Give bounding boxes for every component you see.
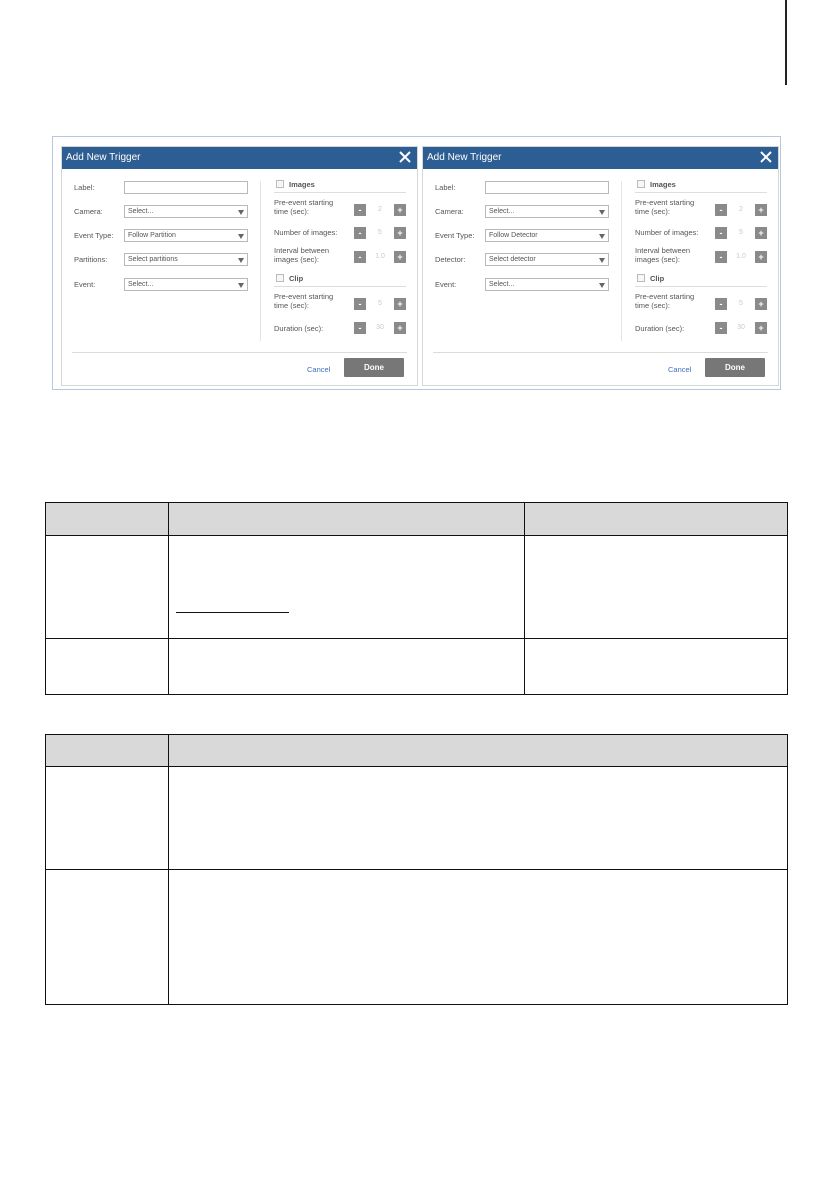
- dialog-title: Add New Trigger: [66, 152, 141, 163]
- table-header-row: [46, 503, 787, 536]
- table-two: [45, 734, 788, 1005]
- stepper-value: 5: [739, 229, 743, 236]
- clip-section-title: Clip: [289, 274, 304, 283]
- stepper-value: 30: [376, 324, 384, 331]
- chevron-down-icon: [238, 210, 244, 215]
- row-divider: [46, 638, 787, 639]
- images-pre-event-label: Pre-event starting time (sec):: [635, 198, 695, 216]
- increment-button[interactable]: +: [394, 322, 406, 334]
- done-button[interactable]: Done: [705, 358, 765, 377]
- partitions-select[interactable]: [124, 253, 248, 266]
- decrement-button[interactable]: -: [354, 251, 366, 263]
- partitions-field-label: Partitions:: [74, 255, 108, 264]
- decrement-button[interactable]: -: [715, 227, 727, 239]
- increment-button[interactable]: +: [755, 251, 767, 263]
- event-field-label: Event:: [74, 280, 96, 289]
- camera-select-value: Select...: [128, 208, 154, 215]
- add-trigger-dialog-partition: [61, 146, 418, 386]
- event-select[interactable]: [485, 278, 609, 291]
- camera-select[interactable]: [124, 205, 248, 218]
- images-checkbox[interactable]: [276, 180, 284, 188]
- stepper-value: 5: [378, 300, 382, 307]
- images-pre-event-stepper: [354, 204, 406, 216]
- increment-button[interactable]: +: [394, 251, 406, 263]
- partitions-select-value: Select partitions: [128, 256, 178, 263]
- decrement-button[interactable]: -: [354, 227, 366, 239]
- number-of-images-label: Number of images:: [274, 228, 338, 237]
- decrement-button[interactable]: -: [715, 251, 727, 263]
- add-trigger-dialog-detector: [422, 146, 779, 386]
- clip-section-title: Clip: [650, 274, 665, 283]
- stepper-value: 5: [739, 300, 743, 307]
- chevron-down-icon: [599, 283, 605, 288]
- images-section-title: Images: [289, 180, 315, 189]
- interval-label: Interval between images (sec):: [274, 246, 330, 264]
- event-type-field-label: Event Type:: [74, 231, 114, 240]
- increment-button[interactable]: +: [755, 322, 767, 334]
- chevron-down-icon: [238, 283, 244, 288]
- clip-pre-event-stepper: [354, 298, 406, 310]
- chevron-down-icon: [238, 234, 244, 239]
- event-type-select-value: Follow Detector: [489, 232, 538, 239]
- close-icon[interactable]: [759, 149, 773, 165]
- interval-stepper: [354, 251, 406, 263]
- camera-select-value: Select...: [489, 208, 515, 215]
- detector-field-label: Detector:: [435, 255, 466, 264]
- duration-stepper: [354, 322, 406, 334]
- page-edge-rule: [785, 0, 787, 85]
- number-of-images-label: Number of images:: [635, 228, 699, 237]
- clip-checkbox[interactable]: [276, 274, 284, 282]
- chevron-down-icon: [599, 258, 605, 263]
- column-divider: [621, 181, 622, 341]
- clip-pre-event-label: Pre-event starting time (sec):: [274, 292, 334, 310]
- column-divider: [524, 503, 525, 694]
- cancel-button[interactable]: Cancel: [307, 365, 331, 374]
- duration-label: Duration (sec):: [635, 324, 685, 333]
- camera-field-label: Camera:: [74, 207, 103, 216]
- increment-button[interactable]: +: [755, 298, 767, 310]
- detector-select[interactable]: [485, 253, 609, 266]
- clip-pre-event-label: Pre-event starting time (sec):: [635, 292, 695, 310]
- clip-divider: [274, 286, 406, 287]
- event-select-value: Select...: [489, 281, 515, 288]
- event-type-select-value: Follow Partition: [128, 232, 176, 239]
- done-button[interactable]: Done: [344, 358, 404, 377]
- decrement-button[interactable]: -: [354, 204, 366, 216]
- event-select[interactable]: [124, 278, 248, 291]
- event-select-value: Select...: [128, 281, 154, 288]
- decrement-button[interactable]: -: [354, 298, 366, 310]
- increment-button[interactable]: +: [394, 204, 406, 216]
- stepper-value: 30: [737, 324, 745, 331]
- images-divider: [635, 192, 767, 193]
- event-type-select[interactable]: [124, 229, 248, 242]
- duration-stepper: [715, 322, 767, 334]
- dialog-title: Add New Trigger: [427, 152, 502, 163]
- table-header-row: [46, 735, 787, 767]
- clip-pre-event-stepper: [715, 298, 767, 310]
- stepper-value: 2: [378, 206, 382, 213]
- underlined-text-mark: [176, 612, 289, 613]
- increment-button[interactable]: +: [755, 204, 767, 216]
- camera-field-label: Camera:: [435, 207, 464, 216]
- images-section-title: Images: [650, 180, 676, 189]
- increment-button[interactable]: +: [394, 298, 406, 310]
- images-checkbox[interactable]: [637, 180, 645, 188]
- event-type-select[interactable]: [485, 229, 609, 242]
- decrement-button[interactable]: -: [354, 322, 366, 334]
- footer-divider: [72, 352, 407, 353]
- images-pre-event-stepper: [715, 204, 767, 216]
- event-type-field-label: Event Type:: [435, 231, 475, 240]
- chevron-down-icon: [599, 234, 605, 239]
- label-field-label: Label:: [74, 183, 95, 192]
- label-input[interactable]: [124, 181, 248, 194]
- close-icon[interactable]: [398, 149, 412, 165]
- number-of-images-stepper: [354, 227, 406, 239]
- detector-select-value: Select detector: [489, 256, 536, 263]
- clip-divider: [635, 286, 767, 287]
- screenshot-frame: [52, 136, 781, 390]
- label-field-label: Label:: [435, 183, 456, 192]
- dialog-header: [423, 147, 778, 169]
- stepper-value: 1.0: [375, 253, 385, 260]
- label-input[interactable]: [485, 181, 609, 194]
- decrement-button[interactable]: -: [715, 204, 727, 216]
- table-one: [45, 502, 788, 695]
- chevron-down-icon: [599, 210, 605, 215]
- images-divider: [274, 192, 406, 193]
- column-divider: [260, 181, 261, 341]
- chevron-down-icon: [238, 258, 244, 263]
- images-pre-event-label: Pre-event starting time (sec):: [274, 198, 334, 216]
- footer-divider: [433, 352, 768, 353]
- decrement-button[interactable]: -: [715, 322, 727, 334]
- interval-label: Interval between images (sec):: [635, 246, 691, 264]
- dialog-header: [62, 147, 417, 169]
- event-field-label: Event:: [435, 280, 457, 289]
- number-of-images-stepper: [715, 227, 767, 239]
- row-divider: [46, 869, 787, 870]
- clip-checkbox[interactable]: [637, 274, 645, 282]
- increment-button[interactable]: +: [394, 227, 406, 239]
- column-divider: [168, 503, 169, 694]
- cancel-button[interactable]: Cancel: [668, 365, 692, 374]
- stepper-value: 1.0: [736, 253, 746, 260]
- duration-label: Duration (sec):: [274, 324, 324, 333]
- interval-stepper: [715, 251, 767, 263]
- camera-select[interactable]: [485, 205, 609, 218]
- decrement-button[interactable]: -: [715, 298, 727, 310]
- stepper-value: 2: [739, 206, 743, 213]
- increment-button[interactable]: +: [755, 227, 767, 239]
- stepper-value: 5: [378, 229, 382, 236]
